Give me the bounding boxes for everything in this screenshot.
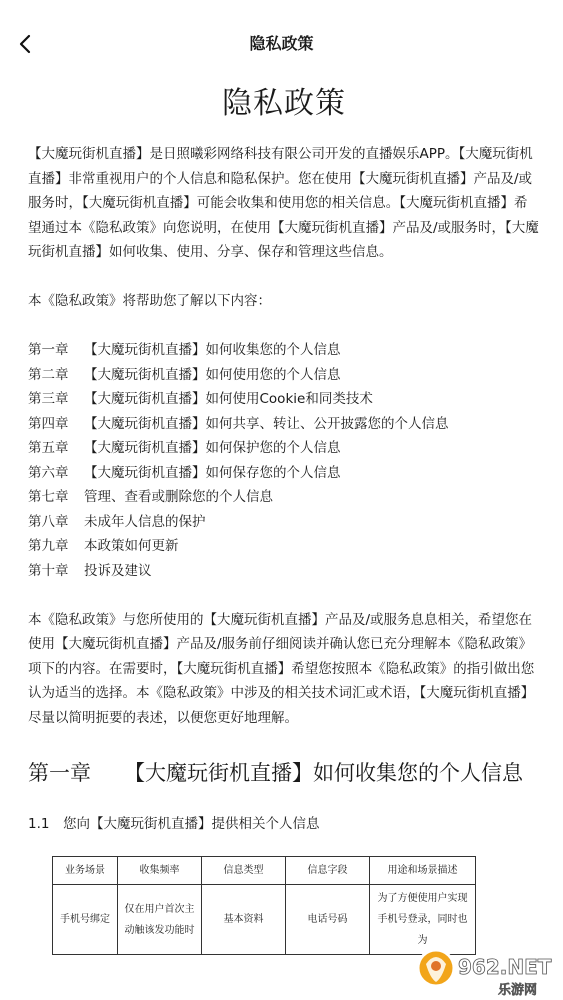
toc-item: 第四章 【大魔玩街机直播】如何共享、转让、公开披露您的个人信息 bbox=[28, 415, 449, 432]
toc-item: 第一章 【大魔玩街机直播】如何收集您的个人信息 bbox=[28, 342, 341, 358]
document-title: 隐私政策 bbox=[222, 86, 346, 121]
toc-item: 第十章 投诉及建议 bbox=[28, 562, 152, 579]
table-cell: 仅在用户首次主动触该发功能时 bbox=[118, 885, 202, 955]
toc-item: 第六章 【大魔玩街机直播】如何保存您的个人信息 bbox=[28, 464, 341, 481]
table-header-cell: 用途和场景描述 bbox=[370, 857, 476, 885]
table-cell: 手机号绑定 bbox=[53, 885, 118, 955]
table-header-cell: 信息字段 bbox=[286, 857, 370, 885]
toc-item: 第七章 管理、查看或删除您的个人信息 bbox=[28, 489, 273, 505]
962-logo-icon bbox=[418, 950, 454, 986]
watermark-subtext: 乐游网 bbox=[498, 983, 538, 998]
chapter-heading: 第一章 【大魔玩街机直播】如何收集您的个人信息 bbox=[28, 761, 523, 785]
toc-intro: 本《隐私政策》将帮助您了解以下内容： bbox=[28, 293, 271, 309]
table-header-cell: 业务场景 bbox=[53, 857, 118, 885]
toc-item: 第八章 未成年人信息的保护 bbox=[28, 513, 206, 530]
table-cell: 基本资料 bbox=[202, 885, 286, 955]
section-heading: 1.1 您向【大魔玩街机直播】提供相关个人信息 bbox=[28, 816, 320, 832]
toc-item: 第二章 【大魔玩街机直播】如何使用您的个人信息 bbox=[28, 366, 341, 383]
table-of-contents bbox=[28, 338, 540, 583]
table-row bbox=[53, 885, 476, 955]
table-cell: 为了方便使用户实现手机号登录，同时也为 bbox=[370, 885, 476, 955]
document-body bbox=[28, 84, 540, 955]
table-header-cell: 收集频率 bbox=[118, 857, 202, 885]
toc-item: 第三章 【大魔玩街机直播】如何使用Cookie和同类技术 bbox=[28, 391, 373, 407]
intro-paragraph: 【大魔玩街机直播】是日照曦彩网络科技有限公司开发的直播娱乐APP。【大魔玩街机直播】非常重视用户的个人信息和隐私保护。您在使用【大魔玩街机直播】产品及/或服务时，【大魔玩街机直播】可能会收集和使用您的相关信息。【大魔玩街机直播】希望通过本《隐私政策》向您说明，在使用【大魔玩街机直播】产品及/或服务时，【大魔玩街机直播】如何收集、使用、分享、保存和管理这些信息。 bbox=[28, 146, 539, 260]
relation-paragraph: 本《隐私政策》与您所使用的【大魔玩街机直播】产品及/或服务息息相关，希望您在使用【大魔玩街机直播】产品及/服务前仔细阅读并确认您已充分理解本《隐私政策》项下的内容。在需要时，【大魔玩街机直播】希望您按照本《隐私政策》的指引做出您认为适当的选择。本《隐私政策》中涉及的相关技术词汇或术语，【大魔玩街机直播】尽量以简明扼要的表述，以便您更好地理解。 bbox=[28, 611, 535, 726]
page-title: 隐私政策 bbox=[249, 34, 314, 53]
table-cell: 电话号码 bbox=[286, 885, 370, 955]
toc-item: 第五章 【大魔玩街机直播】如何保护您的个人信息 bbox=[28, 440, 341, 456]
navigation-bar bbox=[0, 0, 563, 88]
info-collection-table bbox=[52, 856, 476, 955]
table-header-cell: 信息类型 bbox=[202, 857, 286, 885]
toc-item: 第九章 本政策如何更新 bbox=[28, 538, 179, 554]
table-header-row bbox=[53, 857, 476, 885]
watermark-text: 962.NET bbox=[458, 955, 552, 979]
